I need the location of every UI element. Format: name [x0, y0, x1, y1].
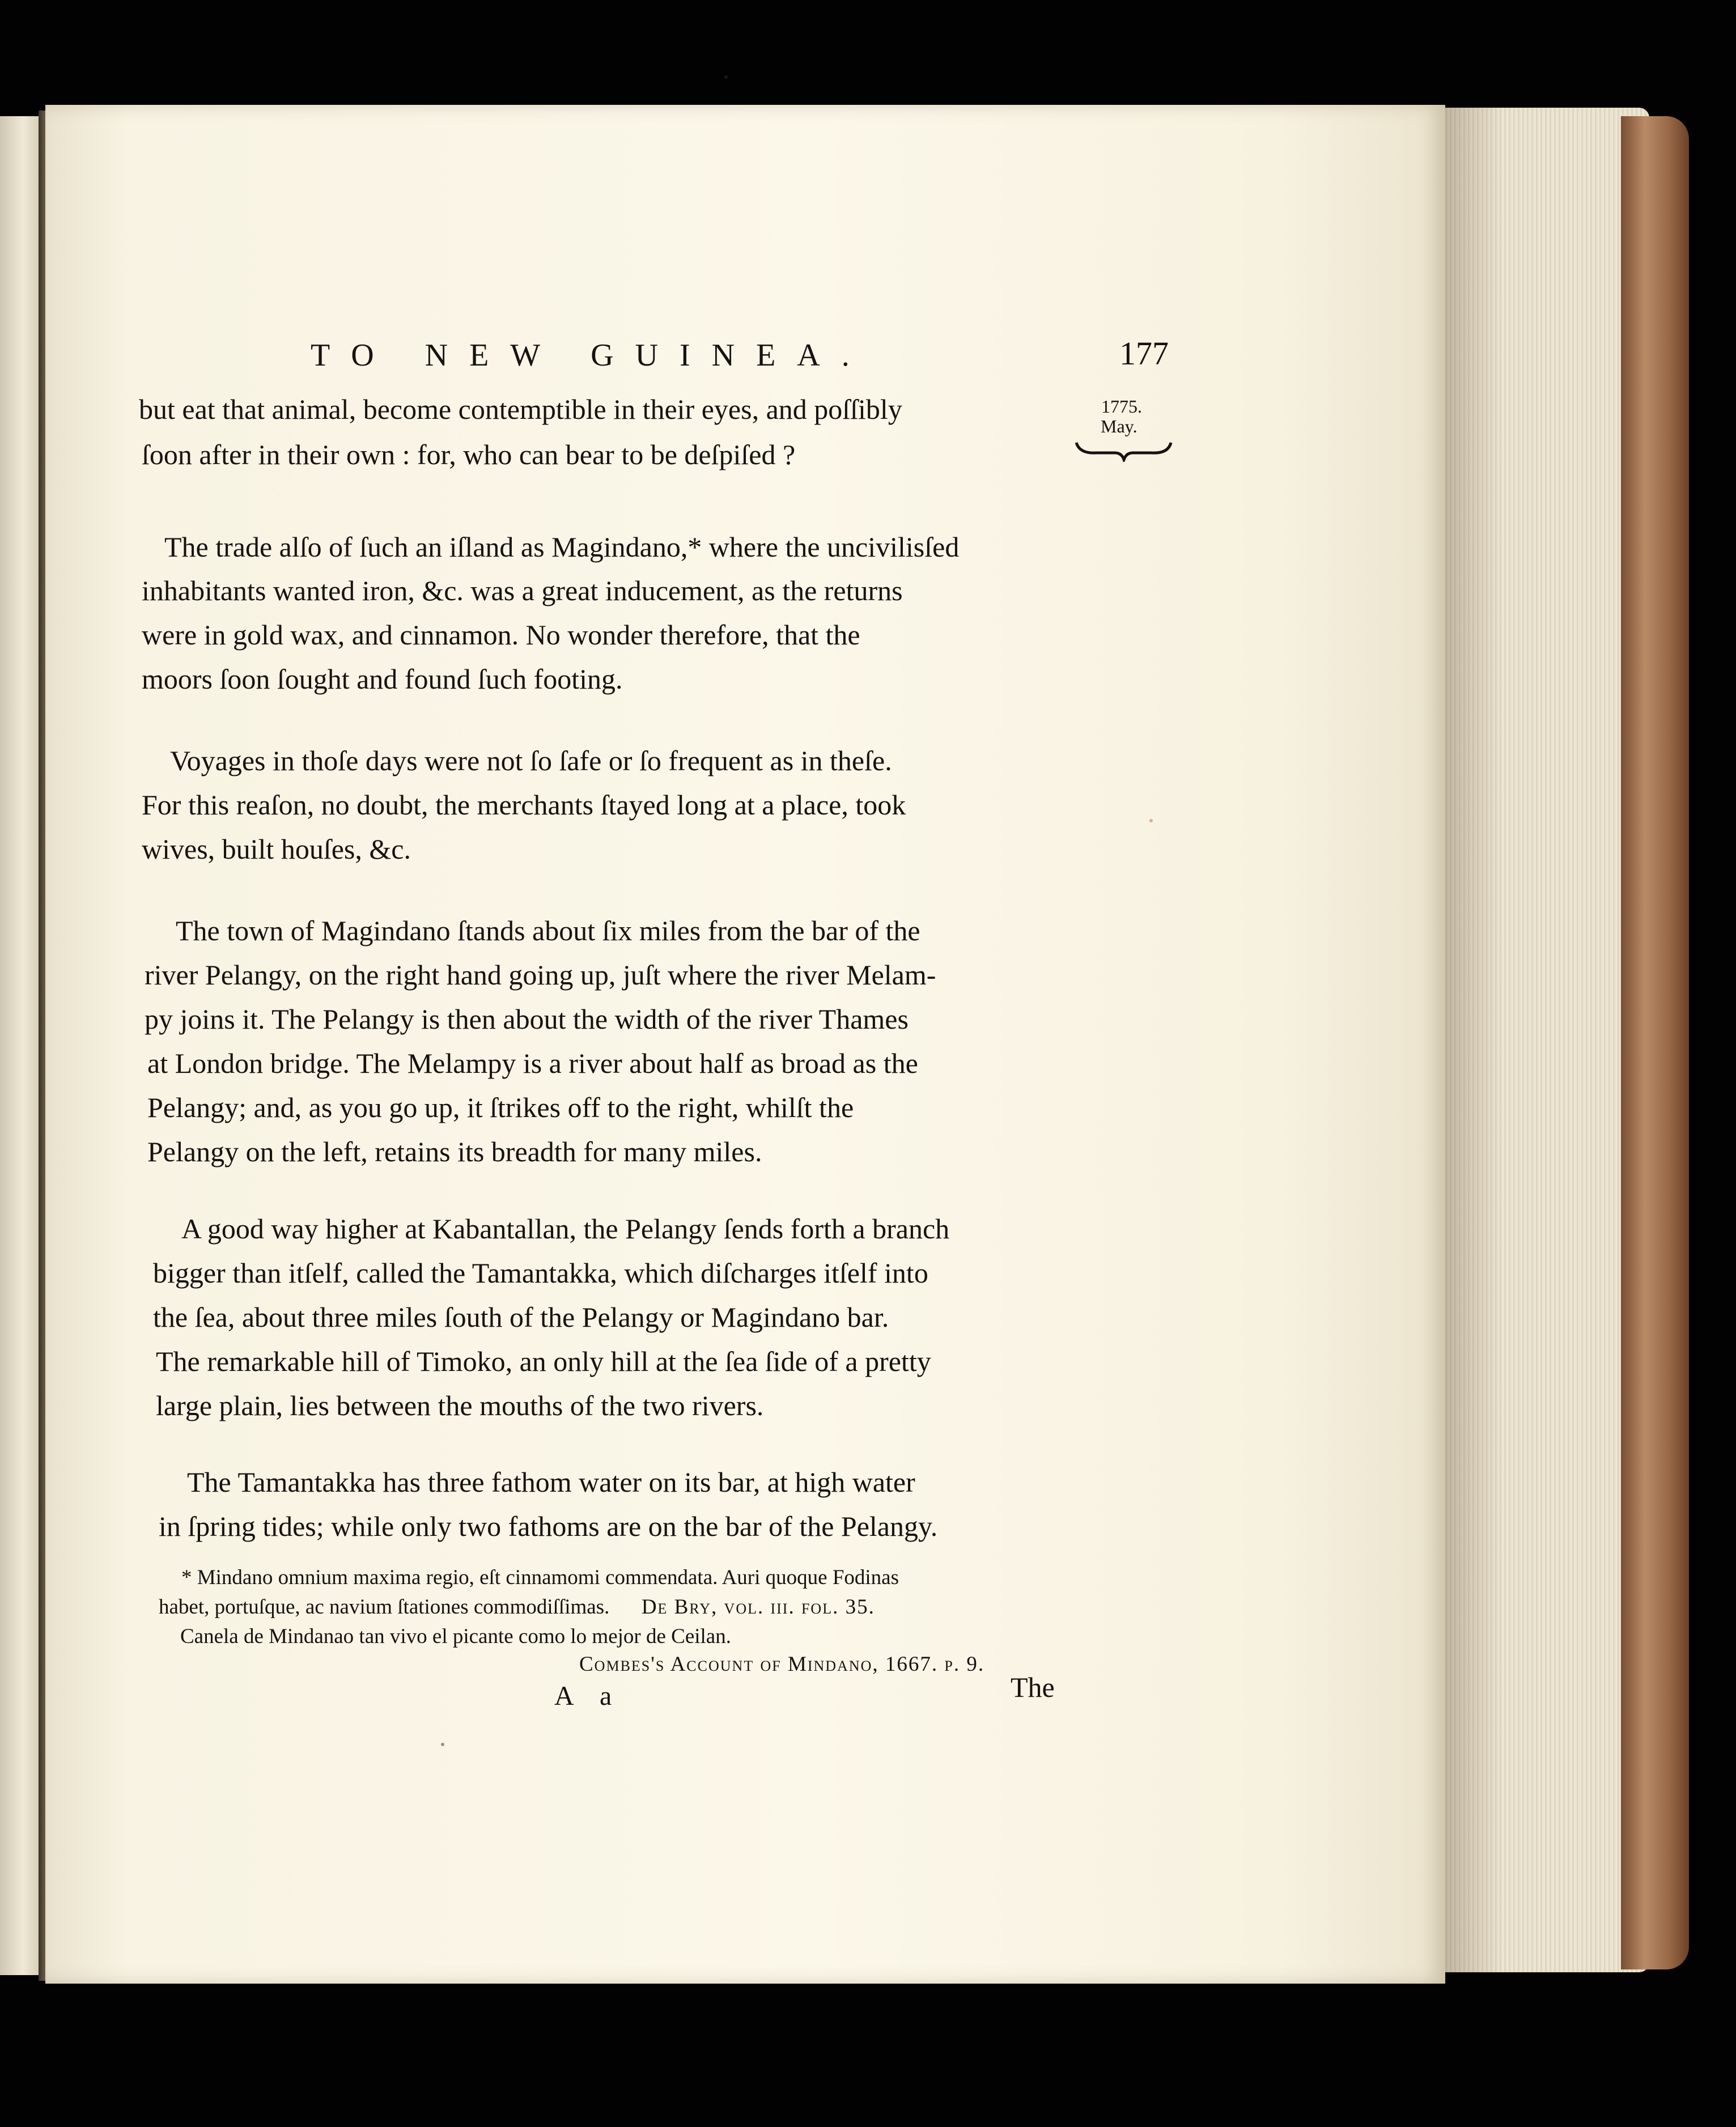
page-number: 177 — [1119, 335, 1169, 372]
body-line: the ſea, about three miles ſouth of the Pelangy or Magindano bar. — [153, 1301, 889, 1333]
body-line: The Tamantakka has three fathom water on its bar, at high water — [187, 1466, 915, 1498]
body-line: bigger than itſelf, called the Tamantakka, which diſcharges itſelf into — [153, 1257, 928, 1289]
body-line: For this reaſon, no doubt, the merchants ſtayed long at a place, took — [142, 789, 906, 821]
body-line: Pelangy on the left, retains its breadth for many miles. — [147, 1136, 762, 1167]
catchword: The — [1011, 1671, 1055, 1703]
body-line: river Pelangy, on the right hand going up, juſt where the river Melam- — [145, 959, 936, 991]
body-line: moors ſoon ſought and found ſuch footing. — [142, 663, 623, 695]
body-line: large plain, lies between the mouths of the two rivers. — [156, 1390, 764, 1421]
paper-speck — [441, 1743, 444, 1746]
body-line: The town of Magindano ſtands about ſix miles from the bar of the — [176, 915, 920, 946]
body-line: ſoon after in their own : for, who can bear to be deſpiſed ? — [142, 439, 796, 470]
margin-note-month: May. — [1101, 416, 1137, 436]
body-line: The remarkable hill of Timoko, an only hill at the ſea ſide of a pretty — [156, 1345, 931, 1377]
body-line: The trade alſo of ſuch an iſland as Magindano,* where the uncivilisſed — [164, 531, 960, 563]
signature-mark: A a — [554, 1681, 622, 1711]
running-title: TO NEW GUINEA. — [311, 338, 871, 373]
body-line: py joins it. The Pelangy is then about the width of the river Thames — [145, 1003, 909, 1035]
body-line: at London bridge. The Melampy is a river about half as broad as the — [147, 1047, 918, 1079]
footnote-line: Canela de Mindanao tan vivo el picante como lo mejor de Ceilan. — [180, 1625, 731, 1648]
paper-speck — [1149, 819, 1153, 822]
body-line: inhabitants wanted iron, &c. was a great inducement, as the returns — [142, 575, 903, 606]
body-line: A good way higher at Kabantallan, the Pelangy ſends forth a branch — [181, 1213, 950, 1245]
body-line: but eat that animal, become contemptible in their eyes, and poſſibly — [139, 393, 902, 425]
body-line: in ſpring tides; while only two fathoms are on the bar of the Pelangy. — [159, 1510, 938, 1542]
footnote-line: * Mindano omnium maxima regio, eſt cinnamomi commendata. Auri quoque Fodinas — [181, 1566, 899, 1589]
body-line: Pelangy; and, as you go up, it ſtrikes off to the right, whilſt the — [147, 1092, 854, 1123]
margin-brace — [1074, 439, 1173, 462]
body-line: wives, built houſes, &c. — [142, 833, 411, 865]
paper-speck — [724, 75, 728, 79]
footnote-citation-line: Combes's Account of Mindano, 1667. p. 9. — [579, 1653, 985, 1676]
margin-note-year: 1775. — [1101, 396, 1142, 417]
body-line: Voyages in thoſe days were not ſo ſafe or ſo frequent as in theſe. — [170, 745, 892, 776]
body-line: were in gold wax, and cinnamon. No wonder therefore, that the — [142, 619, 860, 651]
footnote-line — [159, 1595, 875, 1620]
footnote-citation: De Bry, vol. iii. fol. 35. — [641, 1595, 875, 1619]
footnote-text: habet, portuſque, ac navium ſtationes commodiſſimas. — [159, 1595, 610, 1619]
